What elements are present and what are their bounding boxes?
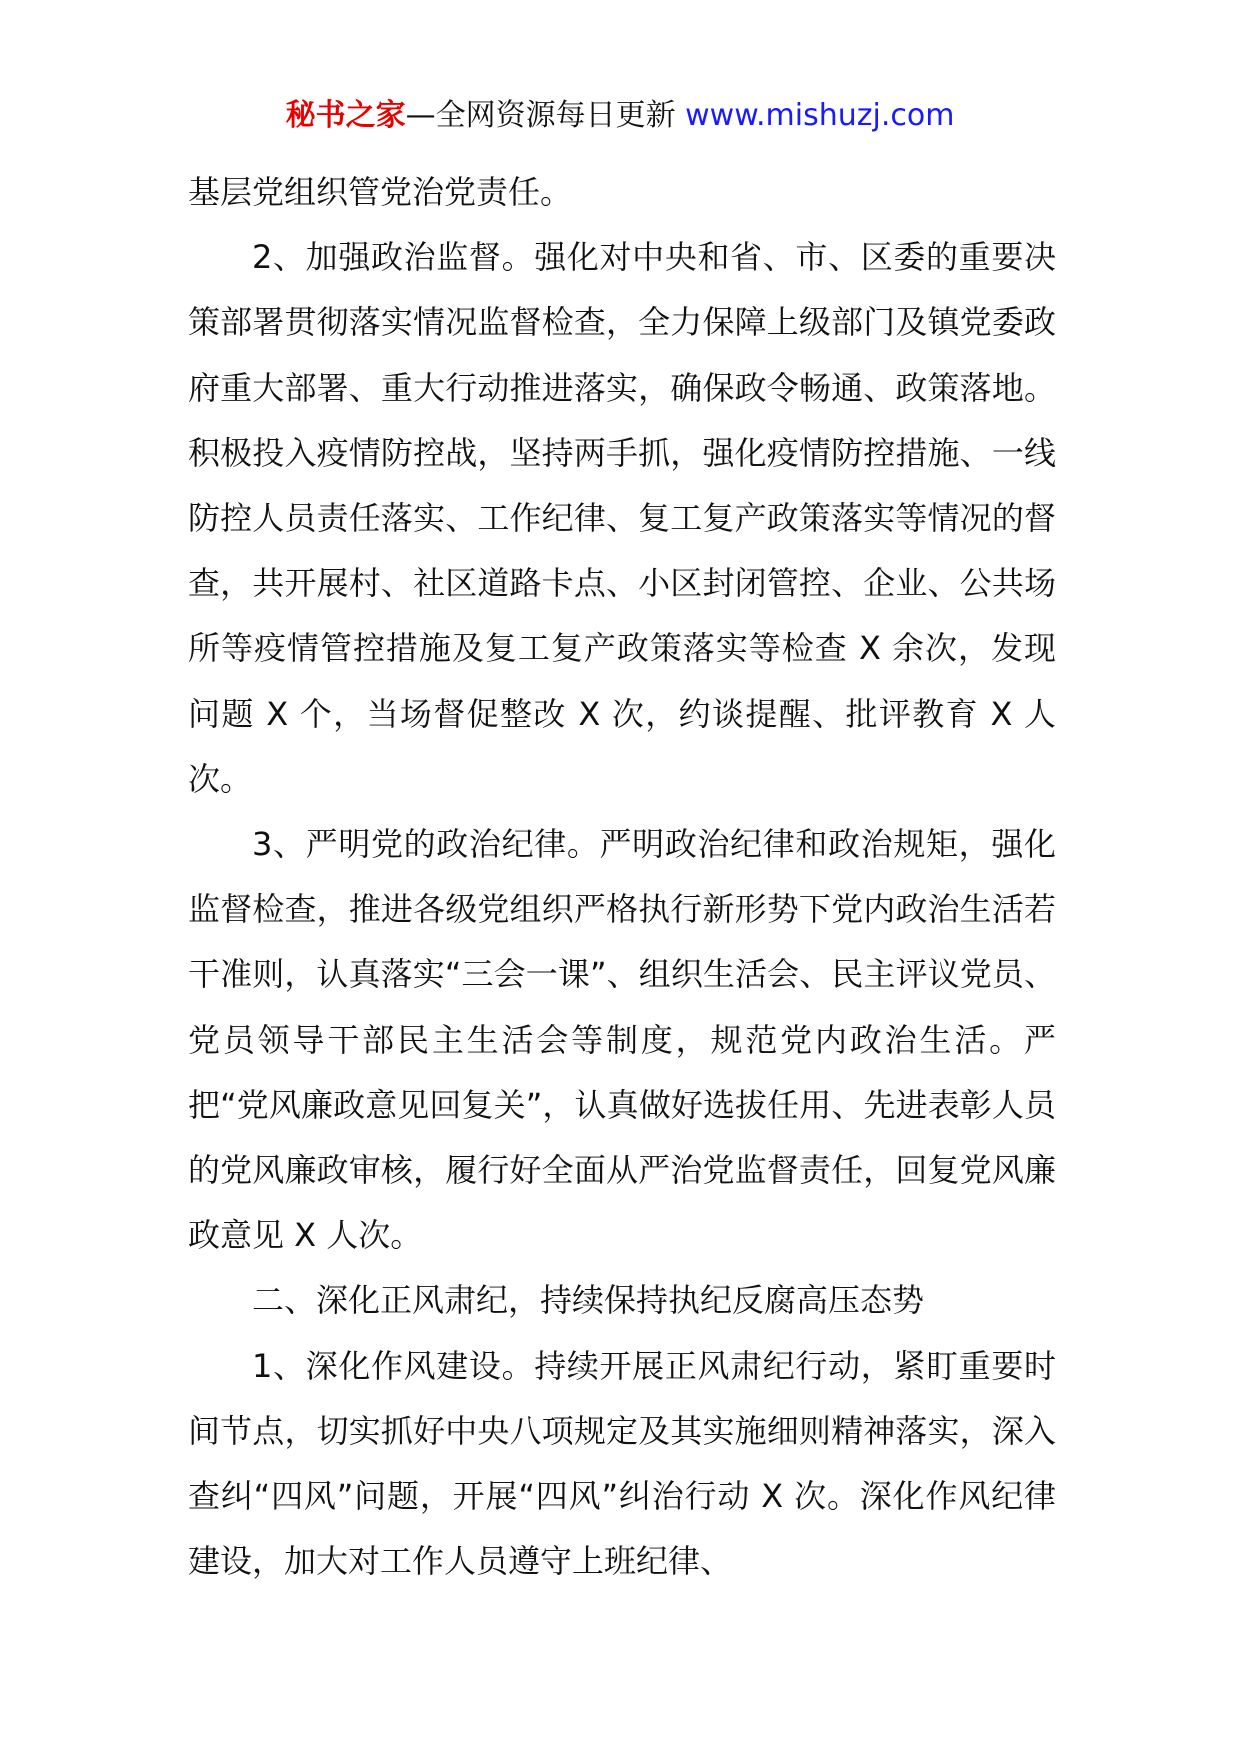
site-header	[0, 98, 1240, 134]
document-body	[188, 160, 1056, 1594]
site-url-link[interactable]: www.mishuzj.com	[685, 98, 955, 133]
paragraph-continued: 基层党组织管党治党责任。	[188, 173, 573, 211]
site-brand: 秘书之家	[285, 98, 406, 133]
section-heading: 二、深化正风肃纪，持续保持执纪反腐高压态势	[252, 1281, 925, 1320]
paragraph-political-supervision: 2、加强政治监督。强化对中央和省、市、区委的重要决策部署贯彻落实情况监督检查，全力保障上级部门及镇党委政府重大部署、重大行动推进落实，确保政令畅通、政策落地。积极投入疫情防控战，坚持两手抓，强化疫情防控措施、一线防控人员责任落实、工作纪律、复工复产政策落实等情况的督查，共开展村、社区道路卡点、小区封闭管控、企业、公共场所等疫情管控措施及复工复产政策落实等检查 X 余次，发现问题 X 个，当场督促整改 X 次，约谈提醒、批评教育 X 人次。	[188, 238, 1056, 798]
paragraph-work-style: 1、深化作风建设。持续开展正风肃纪行动，紧盯重要时间节点，切实抓好中央八项规定及其实施细则精神落实，深入查纠“四风”问题，开展“四风”纠治行动 X 次。深化作风纪律建设，加大对工作人员遵守上班纪律、	[188, 1346, 1056, 1581]
paragraph-political-discipline: 3、严明党的政治纪律。严明政治纪律和政治规矩，强化监督检查，推进各级党组织严格执行新形势下党内政治生活若干准则，认真落实“三会一课”、组织生活会、民主评议党员、党员领导干部民主生活会等制度，规范党内政治生活。严把“党风廉政意见回复关”，认真做好选拔任用、先进表彰人员的党风廉政审核，履行好全面从严治党监督责任，回复党风廉政意见 X 人次。	[188, 825, 1056, 1255]
site-tagline: —全网资源每日更新	[405, 98, 686, 133]
